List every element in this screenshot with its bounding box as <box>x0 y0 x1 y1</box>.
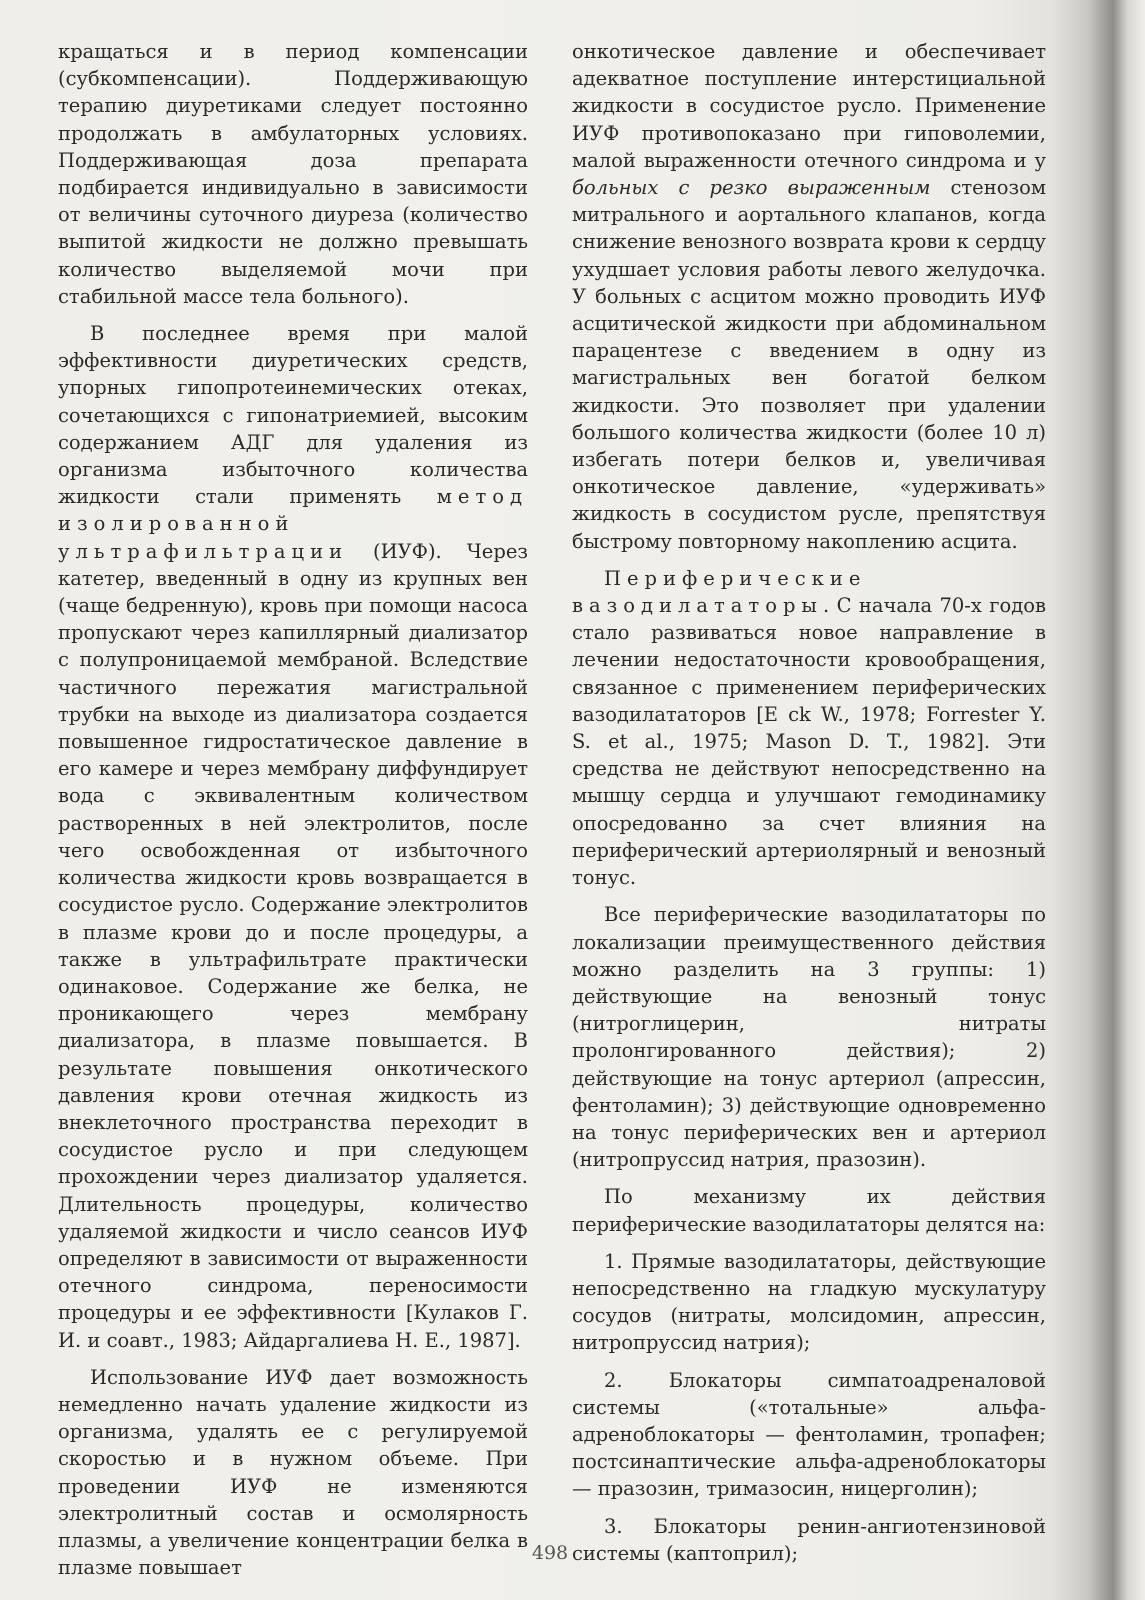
list-item: 2. Блокаторы симпатоадреналовой системы («тотальные» альфа-адреноблокаторы — фентоламин, тропафен; постсинаптические альфа-адреноблокаторы — празозин, тримазосин, ницерголин); <box>572 1368 1046 1501</box>
list-item: 3. Блокаторы ренин-ангиотензиновой системы (каптоприл); <box>572 1514 1046 1565</box>
paragraph: Все периферические вазодилататоры по локализации преимущественного действия можно разделить на 3 группы: 1) действующие на венозный тонус (нитроглицерин, нитраты пролонгированного действия); 2) действующие на тонус артериол (апрессин, фентоламин); 3) действующие одновременно на тонус периферических вен и артериол (нитропруссид натрия, празозин). <box>572 903 1046 1172</box>
paragraph: кращаться и в период компенсации (субкомпенсации). Поддерживающую терапию диуретиками следует постоянно продолжать в амбулаторных условиях. Поддерживающая доза препарата подбирается индивидуально в зависимости от величины суточного диуреза (количество выпитой жидкости не должно превышать количество выделяемой мочи при стабильной массе тела больного). <box>58 40 528 308</box>
text-run: стенозом митрального и аортального клапанов, когда снижение венозного возврата крови к сердцу ухудшает условия работы левого желудочка. У больных с асцитом можно проводить ИУФ асцитической жидкости при абдоминальном парацентезе с введением в одну из магистральных вен богатой белком жидкости. Это позволяет при удалении большого количества жидкости (более 10 л) избегать потери белков и, увеличивая онкотическое давление, «удерживать» жидкость в сосудистом русле, препятствуя быстрому повторному накоплению асцита. <box>572 176 1046 553</box>
text-run: онкотическое давление и обеспечивает адекватное поступление интерстициальной жидкости в сосудистое русло. Применение ИУФ противопоказано при гиповолемии, малой выраженности отечного синдрома и у <box>572 40 1046 172</box>
page-number: 498 <box>531 1542 569 1564</box>
text-run: В последнее время при малой эффективности диуретических средств, упорных гипопротеинемических отеках, сочетающихся с гипонатриемией, высоким содержанием АДГ для удаления из организма избыточного количества жидкости стали применять <box>58 322 528 509</box>
paragraph <box>58 320 528 1354</box>
list-item: 1. Прямые вазодилататоры, действующие непосредственно на гладкую мускулатуру сосудов (нитраты, молсидомин, апрессин, нитропруссид натрия); <box>572 1249 1046 1355</box>
section-heading-spaced: Периферические вазодилататоры <box>572 566 867 618</box>
right-column <box>572 38 1046 1567</box>
italic-run: больных с резко выраженным <box>572 176 931 200</box>
spaced-term: метод изолированной ультрафильтрации <box>58 485 528 563</box>
paragraph: По механизму их действия периферические вазодилататоры делятся на: <box>572 1185 1046 1236</box>
paragraph <box>572 565 1046 891</box>
left-column <box>58 38 528 1581</box>
text-run: . С начала 70-х годов стало развиваться новое направление в лечении недостаточности кровообращения, связанное с применением периферических вазодилататоров [E ck W., 1978; Forrester Y. S. et al., 1975; Mason D. T., 1982]. Эти средства не действуют непосредственно на мышцу сердца и улучшают гемодинамику опосредованно за счет влияния на периферический артериолярный и венозный тонус. <box>572 594 1046 890</box>
paragraph <box>572 38 1046 555</box>
text-run: (ИУФ). Через катетер, введенный в одну из крупных вен (чаще бедренную), кровь при помощи насоса пропускают через капиллярный диализатор с полупроницаемой мембраной. Вследствие частичного пережатия магистральной трубки на выходе из диализатора создается повышенное гидростатическое давление в его камере и через мембрану диффундирует вода с эквивалентным количеством растворенных в ней электролитов, после чего освобожденная от избыточного количества жидкости кровь возвращается в сосудистое русло. Содержание электролитов в плазме крови до и после процедуры, а также в ультрафильтрате практически одинаковое. Содержание же белка, не проникающего через мембрану диализатора, в плазме повышается. В результате повышения онкотического давления крови отечная жидкость из внеклеточного пространства переходит в сосудистое русло и при следующем прохождении через диализатор удаляется. Длительность процедуры, количество удаляемой жидкости и число сеансов ИУФ определяют в зависимости от выраженности отечного синдрома, переносимости процедуры и ее эффективности [Кулаков Г. И. и соавт., 1983; Айдаргалиева Н. Е., 1987]. <box>58 539 528 1352</box>
paragraph: Использование ИУФ дает возможность немедленно начать удаление жидкости из организма, удалять ее с регулируемой скоростью и в нужном объеме. При проведении ИУФ не изменяются электролитный состав и осмолярность плазмы, а увеличение концентрации белка в плазме повышает <box>58 1365 528 1580</box>
